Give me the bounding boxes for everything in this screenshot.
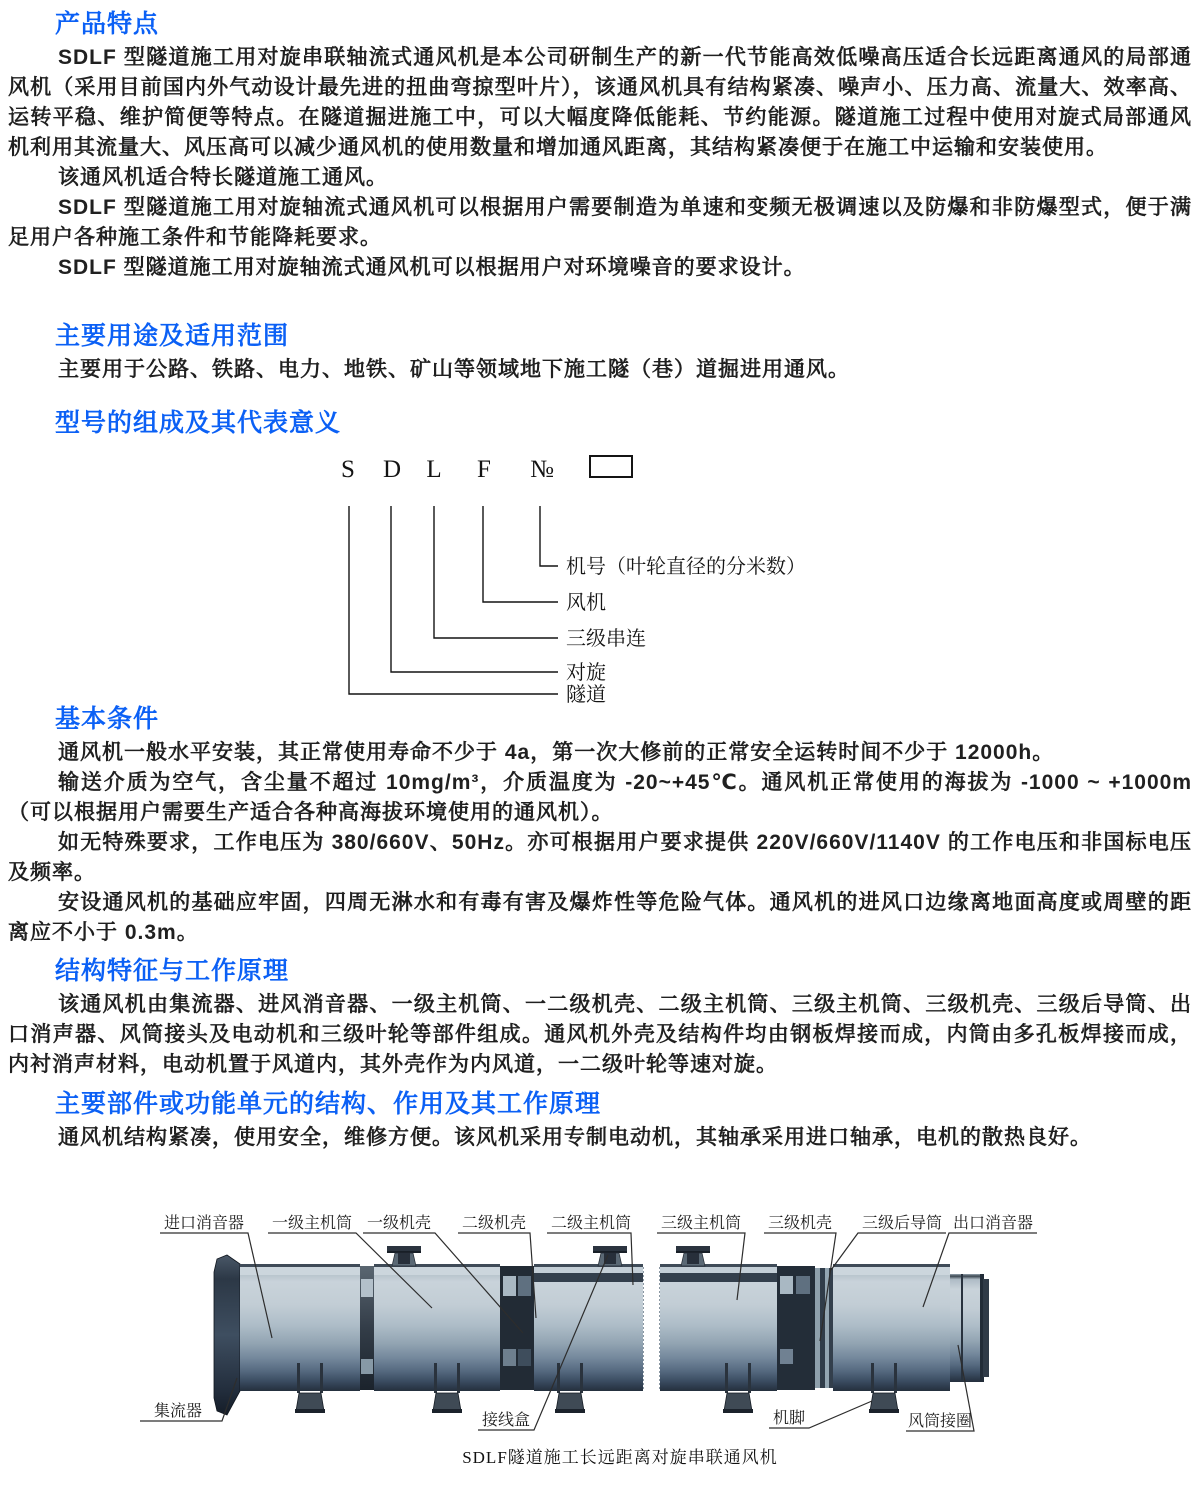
model-designation-diagram	[0, 444, 1200, 706]
structure-paragraph: 该通风机由集流器、进风消音器、一级主机筒、一二级机壳、二级主机筒、三级主机筒、三级机壳、三级后导筒、出口消声器、风筒接头及电动机和三级叶轮等部件组成。通风机外壳及结构件均由钢板焊接而成，内筒由多孔板焊接而成，内衬消声材料，电动机置于风道内，其外壳作为内风道，一二级叶轮等速对旋。	[8, 993, 1192, 1076]
model-letter-no: №	[530, 456, 554, 483]
label-stage1-cylinder: 一级主机筒	[271, 1215, 353, 1232]
label-stage2-cylinder: 二级主机筒	[550, 1215, 632, 1232]
model-letter-s: S	[341, 456, 355, 483]
model-letter-f: F	[477, 456, 491, 483]
label-junction-box: 接线盒	[481, 1412, 531, 1429]
model-meaning-fan: 风机	[566, 592, 606, 614]
junction-port	[593, 1246, 627, 1266]
guide-rings	[815, 1268, 833, 1388]
duct-connection-ring	[950, 1274, 989, 1382]
label-inlet-silencer: 进口消音器	[163, 1215, 245, 1232]
basic-paragraph: 如无特殊要求，工作电压为 380/660V、50Hz。亦可根据用户要求提供 220V/660V/1140V 的工作电压和非国标电压及频率。	[8, 831, 1192, 884]
label-stage2-casing: 二级机壳	[461, 1215, 527, 1232]
label-machine-foot: 机脚	[772, 1410, 806, 1427]
features-paragraph: SDLF 型隧道施工用对旋串联轴流式通风机是本公司研制生产的新一代节能高效低噪高压适合长远距离通风的局部通风机（采用目前国内外气动设计最先进的扭曲弯掠型叶片），该通风机具有结构紧凑、噪声小、压力高、流量大、效率高、运转平稳、维护简便等特点。在隧道掘进施工中，可以大幅度降低能耗、节约能源。隧道施工过程中使用对旋式局部通风机利用其流量大、风压高可以减少通风机的使用数量和增加通风距离，其结构紧凑便于在施工中运输和安装使用。	[8, 46, 1192, 159]
junction-port	[676, 1246, 710, 1266]
label-stage1-casing: 一级机壳	[366, 1215, 432, 1232]
basic-paragraph: 输送介质为空气，含尘量不超过 10mg/m³，介质温度为 -20~+45℃。通风机正常使用的海拔为 -1000 ~ +1000m（可以根据用户需要生产适合各种高海拔环境使用的通风机）。	[8, 771, 1192, 824]
features-paragraph: 该通风机适合特长隧道施工通风。	[58, 166, 388, 189]
basic-heading: 基本条件	[55, 705, 160, 733]
model-meaning-threestage: 三级串连	[566, 628, 646, 650]
section-structure	[8, 955, 1192, 1080]
section-basic	[8, 703, 1192, 948]
fan-assembly-diagram	[0, 1193, 1200, 1510]
parts-paragraph: 通风机结构紧凑，使用安全，维修方便。该风机采用专制电动机，其轴承采用进口轴承，电机的散热良好。	[58, 1126, 1092, 1149]
label-collector: 集流器	[153, 1403, 203, 1420]
usage-heading: 主要用途及适用范围	[55, 322, 290, 350]
label-stage3-guide: 三级后导筒	[861, 1215, 943, 1232]
model-letter-l: L	[426, 456, 442, 483]
label-stage3-cylinder: 三级主机筒	[660, 1215, 742, 1232]
model-meaning-size: 机号（叶轮直径的分米数）	[566, 556, 806, 578]
casing-joint-stage12	[500, 1266, 534, 1390]
diagram-caption: SDLF隧道施工长远距离对旋串联通风机	[462, 1448, 778, 1467]
model-line-no	[540, 506, 558, 566]
model-meaning-counterrotating: 对旋	[566, 662, 606, 684]
label-duct-ring: 风筒接圈	[907, 1413, 973, 1430]
label-outlet-silencer: 出口消音器	[952, 1215, 1034, 1232]
usage-paragraph: 主要用于公路、铁路、电力、地铁、矿山等领域地下施工隧（巷）道掘进用通风。	[58, 358, 850, 381]
parts-heading: 主要部件或功能单元的结构、作用及其工作原理	[55, 1090, 602, 1118]
section-stage3-cylinder	[660, 1264, 777, 1391]
inlet-bell-collector	[214, 1255, 240, 1415]
junction-port	[387, 1246, 421, 1266]
section-outlet-silencer	[833, 1264, 950, 1391]
section-model	[8, 407, 1192, 442]
features-paragraph: SDLF 型隧道施工用对旋轴流式通风机可以根据用户对环境噪音的要求设计。	[58, 256, 806, 279]
structure-heading: 结构特征与工作原理	[55, 957, 290, 985]
section-usage	[8, 320, 1192, 385]
model-line-s	[349, 506, 558, 694]
model-line-d	[391, 506, 558, 672]
section-stage2-cylinder	[534, 1264, 643, 1391]
casing-joint-stage3	[777, 1266, 815, 1390]
basic-paragraph: 安设通风机的基础应牢固，四周无淋水和有毒有害及爆炸性等危险气体。通风机的进风口边缘离地面高度或周壁的距离应不小于 0.3m。	[8, 891, 1192, 944]
label-stage3-casing: 三级机壳	[767, 1215, 833, 1232]
flange-joint-1	[360, 1266, 374, 1390]
model-meaning-tunnel: 隧道	[566, 684, 606, 706]
basic-paragraph: 通风机一般水平安装，其正常使用寿命不少于 4a，第一次大修前的正常安全运转时间不少于 12000h。	[58, 741, 1055, 764]
model-size-box	[590, 456, 632, 477]
model-heading: 型号的组成及其代表意义	[55, 409, 342, 437]
model-line-f	[483, 506, 558, 602]
model-letter-d: D	[382, 456, 402, 483]
section-features	[8, 8, 1192, 283]
section-parts	[8, 1088, 1192, 1153]
features-paragraph: SDLF 型隧道施工用对旋轴流式通风机可以根据用户需要制造为单速和变频无极调速以及防爆和非防爆型式，便于满足用户各种施工条件和节能降耗要求。	[8, 196, 1192, 249]
features-heading: 产品特点	[55, 10, 160, 38]
